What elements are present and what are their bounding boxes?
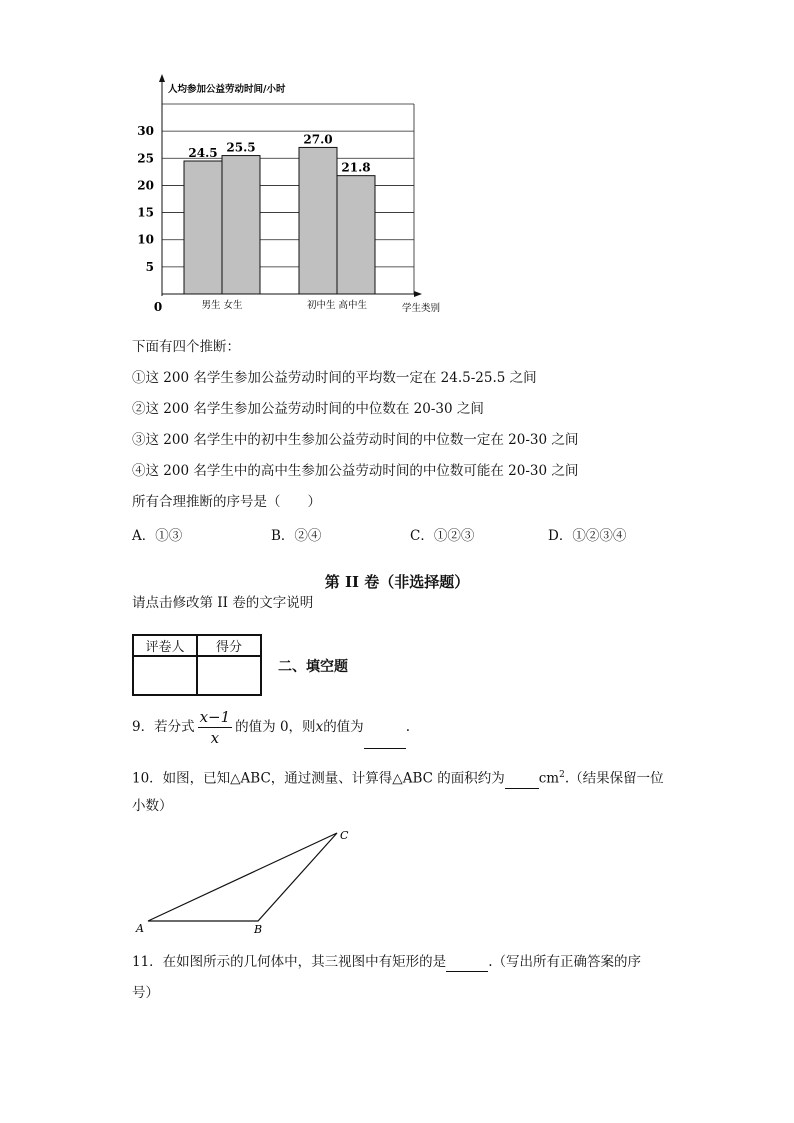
triangle-figure [132,822,362,937]
score-table-score-header: 得分 [197,635,261,656]
q10-unit-sup: 2 [559,770,565,780]
q10-answer-blank[interactable] [505,770,539,789]
inference-3: ③这 200 名学生中的初中生参加公益劳动时间的中位数一定在 20-30 之间 [132,432,579,448]
x-category-label-1: 初中生 高中生 [306,300,368,311]
x-axis-arrow [414,291,422,297]
q9-var: x [315,719,324,735]
question-10-line2: 小数） [132,798,173,814]
inference-intro: 下面有四个推断： [132,339,240,355]
inference-4: ④这 200 名学生中的高中生参加公益劳动时间的中位数可能在 20-30 之间 [132,463,579,479]
y-axis-arrow [159,74,165,82]
q9-suffix: 的值为 [323,719,364,735]
q9-fraction [198,707,233,748]
y-tick-label-1: 10 [137,232,154,247]
y-tick-label-5: 30 [137,124,154,139]
y-tick-label-3: 20 [137,178,154,193]
inference-1: ①这 200 名学生参加公益劳动时间的平均数一定在 24.5-25.5 之间 [132,370,537,386]
x-category-label-0: 男生 女生 [201,300,243,311]
origin-label: 0 [153,300,163,314]
x-axis-title: 学生类别 [402,303,441,314]
question-11-line2: 号） [132,985,159,1001]
chart-labels [137,83,440,314]
question-11-line1 [132,953,641,972]
y-tick-label-2: 15 [137,205,154,220]
q9-mid: 的值为 0，则 [235,719,316,735]
option-c[interactable]: C．①②③ [410,528,475,544]
question-9 [132,706,410,748]
inference-2: ②这 200 名学生参加公益劳动时间的中位数在 20-30 之间 [132,401,484,417]
bar-value-label-3: 21.8 [341,160,371,175]
q11-text-b: .（写出所有正确答案的序 [488,954,641,970]
option-b[interactable]: B．②④ [271,528,322,544]
option-d[interactable]: D．①②③④ [548,528,627,544]
triangle-abc [148,833,337,921]
bar-value-label-0: 24.5 [188,146,218,160]
bar-value-label-1: 25.5 [226,140,256,155]
score-table-grader-header: 评卷人 [133,635,197,656]
question-prompt: 所有合理推断的序号是（ ） [132,494,321,510]
q9-prefix: 9．若分式 [132,719,195,735]
vertex-b-label: B [254,923,263,936]
q9-end: . [405,719,410,735]
q10-unit: cm [538,770,560,787]
q10-text-b: .（结果保留一位 [564,770,664,787]
y-axis-title: 人均参加公益劳动时间/小时 [168,84,286,95]
q11-text-a: 11．在如图所示的几何体中，其三视图中有矩形的是 [132,954,447,970]
q9-denominator: x [210,729,220,747]
score-table-score-cell[interactable] [197,656,261,695]
score-table [132,634,262,696]
section2-title: 二、填空题 [278,659,348,675]
bar-1 [222,156,260,294]
bar-value-label-2: 27.0 [303,132,333,147]
part2-note[interactable]: 请点击修改第 II 卷的文字说明 [132,595,314,611]
bar-0 [184,161,222,294]
question-10-line1 [132,766,664,789]
option-a[interactable]: A．①③ [132,528,183,544]
bar-2 [299,147,337,294]
vertex-c-label: C [340,829,349,842]
bar-chart [130,70,460,320]
score-table-grader-cell[interactable] [133,656,197,695]
q9-numerator: x−1 [199,708,231,726]
part2-title: 第 II 卷（非选择题） [324,573,470,591]
q9-answer-blank[interactable] [364,706,406,749]
q11-answer-blank[interactable] [446,953,488,972]
y-tick-label-4: 25 [137,151,154,166]
vertex-a-label: A [136,922,144,935]
q10-text-a: 10．如图，已知△ABC，通过测量、计算得△ABC 的面积约为 [132,770,505,787]
bar-3 [337,176,375,294]
y-tick-label-0: 5 [145,259,154,274]
